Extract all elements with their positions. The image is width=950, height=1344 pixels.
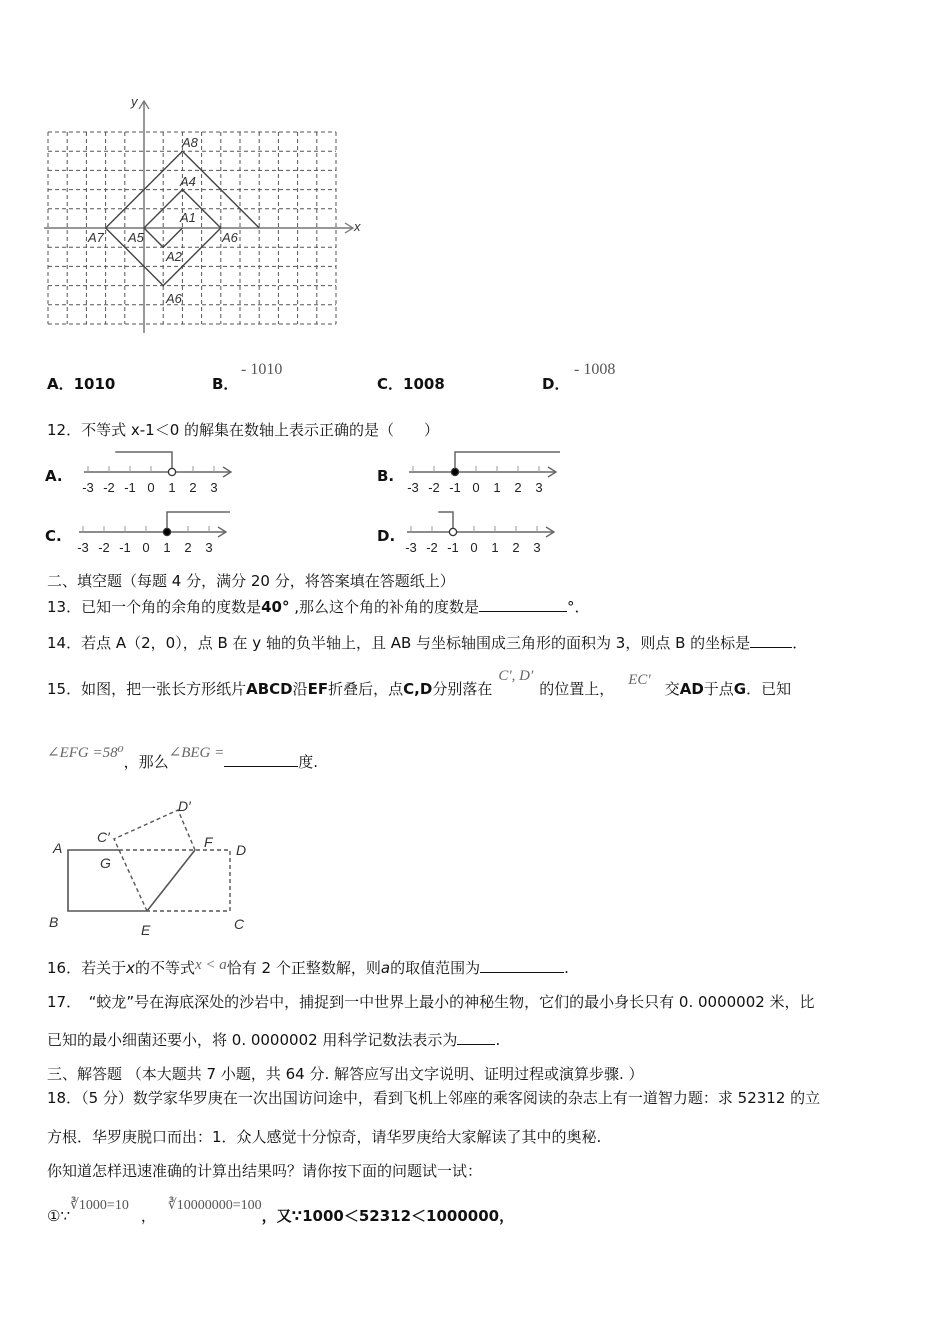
number-line (405, 448, 565, 498)
tick-label: 2 (512, 540, 520, 555)
open-point (449, 528, 456, 535)
q15-math-efg: ∠EFG =58⁰ (47, 745, 124, 761)
q16-end: . (564, 959, 569, 977)
tick-label: -1 (447, 540, 459, 555)
section-3-heading: 三、解答题 （本大题共 7 小题，共 64 分. 解答应写出文字说明、证明过程或演算步骤. ） (47, 1065, 644, 1083)
tick-label: -1 (124, 480, 136, 495)
option-letter: C． (377, 375, 404, 393)
label-a8: A8 (182, 135, 198, 150)
q18-line3: 你知道怎样迅速准确的计算出结果吗？请你按下面的问题试一试： (47, 1162, 483, 1180)
q15-cd: C,D (403, 680, 433, 698)
q14-text: 14．若点 A（2，0），点 B 在 y 轴的负半轴上，且 AB 与坐标轴围成三角形的面积为 3，则点 B 的坐标是 (47, 634, 751, 652)
q18-line1: 18．（5 分）数学家华罗庚在一次出国访问途中，看到飞机上邻座的乘客阅读的杂志上有一道智力题：求 52312 的立 (47, 1089, 821, 1107)
tick-label: 0 (470, 540, 478, 555)
q15-end: 度. (298, 753, 319, 771)
q16-math: x < a (195, 957, 227, 973)
tick-label: 2 (514, 480, 522, 495)
tick-label: 3 (535, 480, 543, 495)
label-a5: A5 (128, 230, 144, 245)
q16-answer-blank[interactable] (480, 958, 564, 973)
tick-label: 1 (163, 540, 171, 555)
coordinate-grid-figure (40, 90, 370, 340)
number-line (403, 508, 563, 558)
q17-text: 已知的最小细菌还要小，将 0. 0000002 用科学记数法表示为 (47, 1031, 458, 1049)
tick-label: 0 (147, 480, 155, 495)
label-d: D (236, 842, 247, 858)
label-g: G (100, 855, 111, 871)
label-a: A (53, 840, 63, 856)
q18-text: ，又∵1000＜52312＜1000000， (261, 1207, 515, 1225)
q15-line2 (47, 745, 319, 773)
label-a1: A1 (180, 210, 196, 225)
label-d-prime: D′ (178, 798, 191, 814)
q13-text2: ,那么这个角的补角的度数是 (289, 598, 480, 616)
q18-cube-root-1000: ∛1000=10 (70, 1198, 129, 1213)
solution-bracket (115, 452, 172, 472)
tick-label: -2 (426, 540, 438, 555)
label-a6-bottom: A6 (166, 291, 182, 306)
tick-label: 1 (168, 480, 176, 495)
tick-label: -3 (407, 480, 419, 495)
q17-end: . (495, 1031, 501, 1049)
option-letter: D. (377, 527, 396, 545)
tick-label: 2 (184, 540, 192, 555)
rect-solid-edges (68, 850, 195, 911)
option-letter: A. (45, 467, 63, 485)
q13-end: °． (567, 598, 590, 616)
q17-line2 (47, 1030, 500, 1050)
q18-line2: 方根．华罗庚脱口而出：1．众人感觉十分惊奇，请华罗庚给大家解读了其中的奥秘. (47, 1128, 602, 1146)
option-value: 1010 (73, 375, 116, 393)
q15-ad: AD (679, 680, 704, 698)
tick-label: 1 (491, 540, 499, 555)
option-value: 1008 (403, 375, 445, 393)
q15-text: 的位置上， (539, 680, 615, 698)
q15-math-beg: ∠BEG = (168, 745, 225, 761)
label-c-prime: C′ (97, 829, 110, 845)
q13-answer-blank[interactable] (479, 597, 567, 612)
open-point (168, 468, 175, 475)
q11-option-b-value: - 1010 (241, 361, 283, 378)
tick-label: -3 (405, 540, 417, 555)
label-a7: A7 (88, 230, 104, 245)
q15-text: 沿 (292, 680, 308, 698)
q15-math-ec-prime: EC′ (628, 672, 651, 688)
tick-label: -2 (98, 540, 110, 555)
section-2-heading: 二、填空题（每题 4 分，满分 20 分，将答案填在答题纸上） (47, 572, 455, 590)
label-a6-right: A6 (222, 230, 238, 245)
y-axis-label: y (131, 94, 138, 109)
q11-option-a[interactable] (47, 374, 115, 394)
label-b: B (49, 914, 59, 930)
q15-text: 分别落在 (432, 680, 493, 698)
q13 (47, 597, 590, 617)
folded-part (114, 810, 195, 911)
q14-answer-blank[interactable] (750, 633, 792, 648)
option-letter: B． (212, 375, 239, 393)
q15-text: 于点 (703, 680, 734, 698)
closed-point (451, 468, 458, 475)
q14-end: ． (792, 634, 808, 652)
q16-a: a (380, 959, 391, 977)
q15-ef: EF (307, 680, 329, 698)
q17-answer-blank[interactable] (457, 1030, 495, 1045)
q15-text: ，那么 (123, 753, 169, 771)
label-a2: A2 (166, 249, 182, 264)
q15-text: 交 (664, 680, 680, 698)
q16-x: x (126, 959, 135, 977)
option-letter: B. (377, 467, 395, 485)
number-line (75, 508, 235, 558)
q16-text: 的取值范围为 (390, 959, 481, 977)
q14 (47, 633, 807, 653)
q12-stem: 12．不等式 x-1＜0 的解集在数轴上表示正确的是（ ） (47, 421, 440, 439)
label-a4: A4 (180, 174, 196, 189)
q15-answer-blank[interactable] (224, 752, 298, 767)
tick-label: 2 (189, 480, 197, 495)
tick-label: 0 (472, 480, 480, 495)
solution-bracket (455, 452, 560, 472)
q16-text: 的不等式 (134, 959, 195, 977)
q15-text: 折叠后，点 (328, 680, 404, 698)
label-e: E (141, 922, 151, 938)
tick-label: 3 (210, 480, 218, 495)
q11-option-d[interactable] (542, 374, 569, 394)
q16 (47, 958, 569, 979)
q15-line1 (47, 668, 792, 700)
q18-sep: ， (140, 1207, 156, 1225)
q16-text: 16．若关于 (47, 959, 127, 977)
q11-option-c[interactable] (377, 374, 445, 394)
label-f: F (204, 834, 213, 850)
number-line (80, 448, 240, 498)
folded-rectangle-figure (40, 790, 270, 940)
tick-label: -3 (77, 540, 89, 555)
tick-label: -2 (428, 480, 440, 495)
tick-label: -1 (449, 480, 461, 495)
q15-math-cd-prime: C′, D′ (498, 668, 534, 684)
q13-text: 13．已知一个角的余角的度数是 (47, 598, 262, 616)
option-letter: D． (542, 375, 570, 393)
q16-text: 恰有 2 个正整数解，则 (226, 959, 381, 977)
q15-text: ．已知 (746, 680, 792, 698)
q18-line4 (47, 1198, 515, 1228)
tick-label: 3 (205, 540, 213, 555)
x-axis-label: x (354, 219, 361, 234)
tick-label: 3 (533, 540, 541, 555)
closed-point (163, 528, 170, 535)
tick-label: -2 (103, 480, 115, 495)
q15-abcd: ABCD (246, 680, 293, 698)
tick-label: -1 (119, 540, 131, 555)
tick-label: 1 (493, 480, 501, 495)
q18-cube-root-10000000: ∛10000000=100 (167, 1198, 262, 1213)
option-letter: C. (45, 527, 62, 545)
tick-label: -3 (82, 480, 94, 495)
q17-line1: 17． “蛟龙”号在海底深处的沙岩中，捕捉到一中世界上最小的神秘生物，它们的最小身长只有 0. 0000002 米，比 (47, 993, 815, 1011)
tick-label: 0 (142, 540, 150, 555)
rect-dashed-edges (119, 850, 230, 911)
q15-text: 15．如图，把一张长方形纸片 (47, 680, 247, 698)
label-c: C (234, 916, 245, 932)
q18-because: ①∵ (47, 1207, 70, 1225)
q13-angle: 40° (261, 598, 290, 616)
q15-g: G (733, 680, 747, 698)
q11-option-d-value: - 1008 (574, 361, 616, 378)
q11-option-b[interactable] (212, 374, 238, 394)
option-letter: A． (47, 375, 74, 393)
